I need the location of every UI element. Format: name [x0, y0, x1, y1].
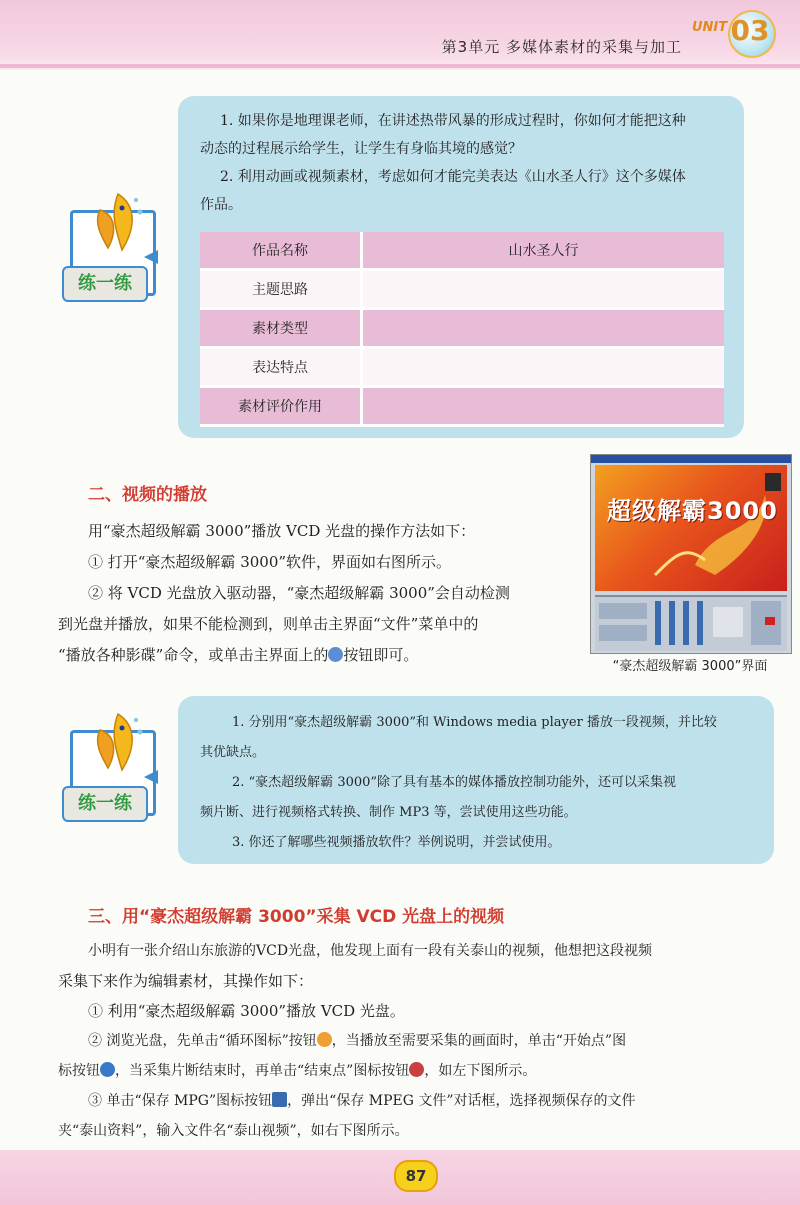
badge-label: 练一练	[62, 786, 148, 822]
table-label-cell: 素材类型	[200, 309, 362, 348]
practice2-q1-line1: 1. 分别用“豪杰超级解霸 3000”和 Windows media player 播放一段视频，并比较	[232, 715, 717, 730]
table-value-cell: 山水圣人行	[362, 232, 725, 270]
screenshot-control-panel	[595, 595, 787, 651]
practice-badge-1	[62, 190, 162, 310]
table-row	[200, 309, 724, 348]
table-row	[200, 387, 724, 426]
table-label-cell: 主题思路	[200, 270, 362, 309]
section2-line1: 用“豪杰超级解霸 3000”播放 VCD 光盘的操作方法如下：	[88, 522, 476, 540]
section2-line5-part2: 按钮即可。	[343, 646, 419, 664]
save-mpg-icon	[272, 1092, 287, 1107]
practice2-q1-line2: 其优缺点。	[200, 745, 266, 760]
chapter-title: 第3单元 多媒体素材的采集与加工	[441, 38, 682, 56]
practice1-q1-line1: 1. 如果你是地理课老师，在讲述热带风暴的形成过程时，你如何才能把这种	[220, 113, 686, 129]
section3-line6	[88, 1086, 636, 1117]
page-number: 87	[394, 1160, 438, 1192]
practice1-q1-line2: 动态的过程展示给学生，让学生有身临其境的感觉？	[200, 141, 522, 157]
practice2-q2-line2: 频片断、进行视频格式转换、制作 MP3 等，尝试使用这些功能。	[200, 805, 577, 820]
player-screenshot	[590, 454, 792, 654]
screenshot-titlebar	[591, 455, 791, 463]
end-point-icon	[409, 1062, 424, 1077]
screenshot-logo: 超级解霸3000	[607, 497, 778, 525]
section2-line2: ① 打开“豪杰超级解霸 3000”软件，界面如右图所示。	[88, 553, 452, 571]
practice1-q2-line1: 2. 利用动画或视频素材，考虑如何才能完美表达《山水圣人行》这个多媒体	[220, 169, 686, 185]
table-value-cell	[362, 348, 725, 387]
page-header	[0, 0, 800, 70]
section2-line3: ② 将 VCD 光盘放入驱动器，“豪杰超级解霸 3000”会自动检测	[88, 584, 510, 602]
dragon-icon	[595, 465, 787, 591]
section2-title: 二、视频的播放	[88, 485, 207, 505]
table-label-cell: 作品名称	[200, 232, 362, 270]
section2-line5	[58, 640, 418, 671]
section3-title: 三、用“豪杰超级解霸 3000”采集 VCD 光盘上的视频	[88, 907, 505, 927]
header-divider	[0, 64, 800, 68]
fish-icon	[88, 710, 148, 780]
section3-line3: ① 利用“豪杰超级解霸 3000”播放 VCD 光盘。	[88, 1002, 405, 1020]
unit-word: UNIT	[692, 20, 728, 35]
section2-line4: 到光盘并播放，如果不能检测到，则单击主界面“文件”菜单中的	[58, 615, 479, 633]
work-table	[200, 232, 724, 427]
section3-line4-part2: ，当播放至需要采集的画面时，单击“开始点”图	[331, 1033, 627, 1049]
section3-line5-part2: ，当采集片断结束时，再单击“结束点”图标按钮	[115, 1063, 410, 1079]
section3-line5-part3: ，如左下图所示。	[424, 1063, 537, 1079]
unit-badge	[692, 8, 772, 66]
practice1-q2-line2: 作品。	[200, 197, 242, 213]
section3-line2: 采集下来作为编辑素材，其操作如下：	[58, 972, 314, 990]
table-row	[200, 270, 724, 309]
section3-line6-part2: ，弹出“保存 MPEG 文件”对话框，选择视频保存的文件	[287, 1093, 636, 1109]
table-label-cell: 表达特点	[200, 348, 362, 387]
practice-badge-2	[62, 710, 162, 830]
badge-label: 练一练	[62, 266, 148, 302]
play-disc-icon	[328, 647, 343, 662]
screenshot-caption: “豪杰超级解霸 3000”界面	[612, 659, 768, 674]
loop-icon	[317, 1032, 332, 1047]
section3-line5-part1: 标按钮	[58, 1063, 100, 1079]
section2-line5-part1: “播放各种影碟”命令，或单击主界面上的	[58, 646, 329, 664]
section3-line5	[58, 1056, 536, 1087]
table-value-cell	[362, 309, 725, 348]
section3-line7: 夹“泰山资料”，输入文件名“泰山视频”，如右下图所示。	[58, 1123, 409, 1139]
section3-line4	[88, 1026, 626, 1057]
screenshot-banner	[595, 465, 787, 591]
start-point-icon	[100, 1062, 115, 1077]
table-row	[200, 232, 724, 270]
unit-number: 03	[730, 14, 770, 47]
practice2-q2-line1: 2. “豪杰超级解霸 3000”除了具有基本的媒体播放控制功能外，还可以采集视	[232, 775, 677, 790]
table-label-cell: 素材评价作用	[200, 387, 362, 426]
player-controls-icon	[595, 597, 787, 651]
section3-line6-part1: ③ 单击“保存 MPG”图标按钮	[88, 1093, 273, 1109]
flag-icon	[144, 770, 158, 784]
practice2-q3: 3. 你还了解哪些视频播放软件？举例说明，并尝试使用。	[232, 835, 561, 850]
section3-line1: 小明有一张介绍山东旅游的VCD光盘，他发现上面有一段有关泰山的视频，他想把这段视频	[88, 943, 653, 959]
fish-icon	[88, 190, 148, 260]
table-value-cell	[362, 387, 725, 426]
table-row	[200, 348, 724, 387]
flag-icon	[144, 250, 158, 264]
table-value-cell	[362, 270, 725, 309]
section3-line4-part1: ② 浏览光盘，先单击“循环图标”按钮	[88, 1033, 317, 1049]
